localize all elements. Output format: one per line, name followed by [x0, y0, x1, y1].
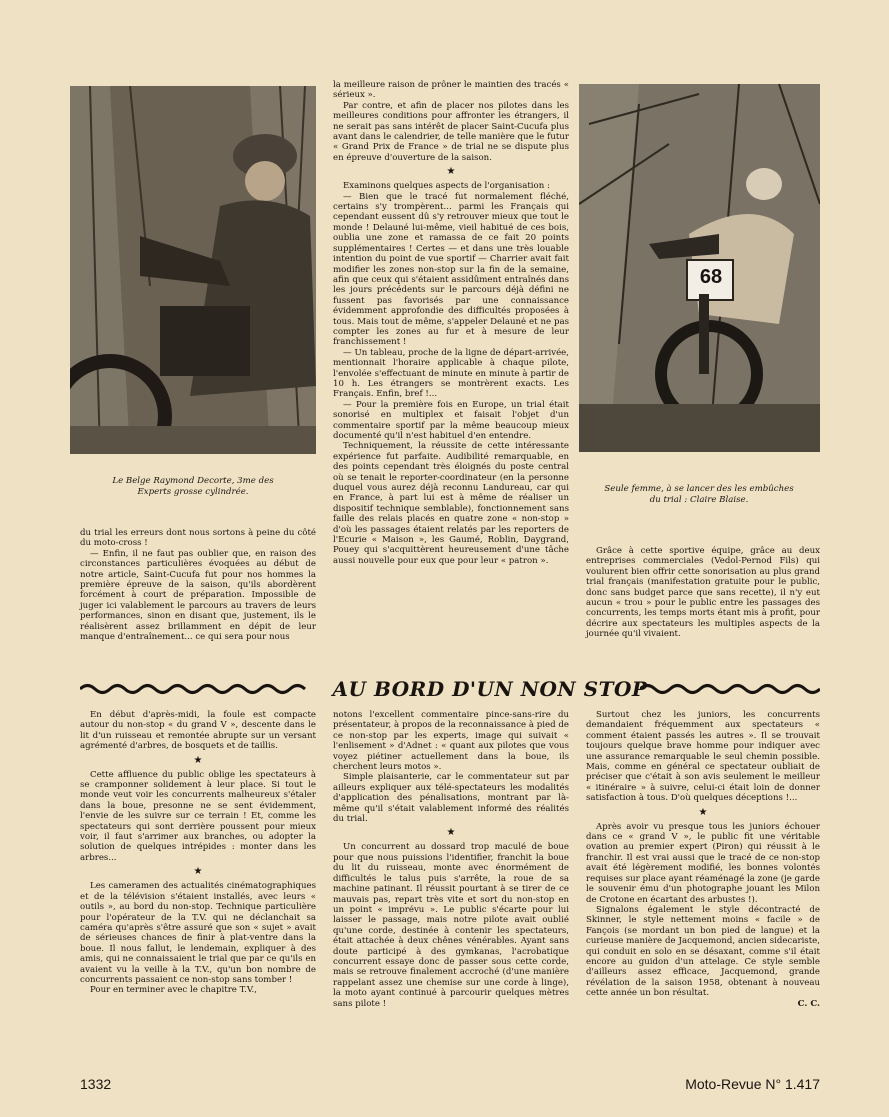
author-signature: C. C. [797, 998, 820, 1009]
photo-claire-blaise [579, 84, 820, 452]
paragraph: du trial les erreurs dont nous sortons à peine du côté du moto-cross ! [80, 528, 316, 549]
bottom-column-3 [586, 710, 820, 1009]
section-headline-row [70, 674, 820, 704]
section-star-icon: ★ [446, 827, 456, 839]
section-star-icon: ★ [193, 754, 203, 766]
top-middle-column [333, 80, 569, 566]
decorative-wave-right [640, 682, 820, 696]
paragraph: Après avoir vu presque tous les juniors échouer dans ce « grand V », le public fit une véritable ovation au premier expert (Piron) qui réussit à le franchir. Il est vrai aussi que le tracé de ce non-stop avait été légèrement modifié, les bonnes volontés requises sur place ayant réaménagé la zone (je garde le souvenir ému d'un photographe jouant les Milon de Crotone en écartant des arbustes !). [586, 821, 820, 905]
paragraph: Par contre, et afin de placer nos pilotes dans les meilleures conditions pour affronter les étrangers, il ne serait pas sans intérêt de placer Saint-Cucufa plus avant dans le calendrier, de telle manière que le futur « Grand Prix de France » de trial ne se dispute plus en épreuve d'ouverture de la saison. [333, 100, 569, 163]
bottom-column-1 [80, 710, 316, 996]
paragraph: — Un tableau, proche de la ligne de départ-arrivée, mentionnait l'horaire applicable à chaque pilote, l'envolée s'effectuant de minute en minute à partir de 10 h. Les étrangers se montrèrent exacts. Les Français. Enfin, bref !... [333, 347, 569, 400]
paragraph: En début d'après-midi, la foule est compacte autour du non-stop « du grand V », descente dans le lit d'un ruisseau et remontée abrupte sur un versant agrémenté d'arbres, de bosquets et de taillis. [80, 710, 316, 752]
section-headline: AU BORD D'UN NON STOP [332, 677, 648, 701]
page-number: 1332 [80, 1076, 112, 1092]
top-left-column [80, 528, 316, 642]
paragraph: — Pour la première fois en Europe, un trial était sonorisé en multiplex et faisait l'objet d'un commentaire sportif par la même beaucoup mieux documenté qu'il n'est habituel d'en entendre. [333, 399, 569, 441]
paragraph: — Enfin, il ne faut pas oublier que, en raison des circonstances particulières évoquées au début de notre article, Saint-Cucufa fut pour nos hommes la première épreuve de la saison, qu'ils abordèrent forcément à court de préparation. Impossible de juger ici valablement le parcours au travers de leurs performances, sinon en disant que, justement, ils le réalisèrent assez brillamment en dépit de leur manque d'entraînement... ce qui sera pour nous [80, 548, 316, 643]
paragraph: Simple plaisanterie, car le commentateur sut par ailleurs expliquer aux télé-spectateurs les modalités d'application des pénalisations, montrant par là-même qu'il s'était valablement informé des réalités du trial. [333, 772, 569, 825]
section-star-icon: ★ [446, 166, 456, 178]
paragraph: Surtout chez les juniors, les concurrents demandaient fréquemment aux spectateurs « comment étaient passés les autres ». Il se trouvait toujours quelque brave homme pour indiquer avec une assurance remarquable le seul chemin possible. Mais, comme en général ce spectateur oubliait de préciser que c'était à son avis seulement le meilleur « itinéraire » à suivre, celui-ci était loin de donner satisfaction à tous. D'où quelques déceptions !... [586, 710, 820, 804]
section-star-icon: ★ [193, 866, 203, 878]
magazine-issue: Moto-Revue N° 1.417 [685, 1076, 820, 1092]
paragraph: Signalons également le style décontracté de Skinner, le style nettement moins « facile » de Fançois (se mordant un bon pied de langue) et la curieuse manière de Jacquemond, ancien sidecariste, qui conduit en solo en se désaxant, comme s'il était encore au guidon d'un attelage. Ce style semble d'ailleurs assez efficace, Jacquemond, grande révélation de la saison 1958, obtenant à nouveau cette année un bon résultat. [586, 904, 820, 999]
left-photo-caption: Le Belge Raymond Decorte, 3me des Experts grosse cylindrée. [112, 476, 274, 497]
paragraph: Techniquement, la réussite de cette intéressante expérience fut parfaite. Audibilité remarquable, en des points cependant très éloignés du poste central où se tenait le reporter-coordinateur (en la personne duquel vous aurez déjà reconnu Landureau, car qui en France, à part lui est à même de réaliser un dispositif technique semblable), fonctionnement sans faille des relais placés en quatre zone « non-stop » d'où les passages étaient relatés par les reporters de l'Ecurie « Maison », les Gaumé, Roblin, Daygrand, Pouey qui s'acquittèrent heureusement d'une tâche aussi nouvelle pour eux que pour leur « patron ». [333, 441, 569, 566]
paragraph: Les cameramen des actualités cinématographiques et de la télévision s'étaient installés, avec leurs « outils », au bord du non-stop. Technique particulière pour l'opérateur de la T.V. qui ne déclanchait sa caméra qu'après s'être assuré que son « sujet » avait de sérieuses chances de finir à plat-ventre dans la boue. Il nous fallut, le lendemain, expliquer à des amis, qui ne connaissaient le trial que par ce qu'ils en avaient vu la veille à la T.V., qu'un bon nombre de concurrents passaient ce non-stop sans tomber ! [80, 881, 316, 985]
bike-number-plate: 68 [699, 266, 723, 288]
section-star-icon: ★ [698, 806, 708, 818]
right-photo-caption: Seule femme, à se lancer des les embûches du trial : Claire Blaise. [604, 484, 794, 505]
bottom-column-2 [333, 710, 569, 1009]
photo-raymond-decorte-image [70, 86, 316, 454]
paragraph: notons l'excellent commentaire pince-sans-rire du présentateur, à propos de la reconnaissance à pied de ce non-stop par les experts, image qui suivait « l'enlisement » d'Adnet : « quant aux pilotes que vous voyez piétiner actuellement dans la boue, ils cherchent leurs motos ». [333, 710, 569, 773]
paragraph: Examinons quelques aspects de l'organisation : [343, 181, 550, 192]
photo-raymond-decorte [70, 86, 316, 454]
paragraph: — Bien que le tracé fut normalement fléché, certains s'y trompèrent... parmi les Français qui cependant eussent dû s'y retrouver mieux que tout le monde ! Delauné lui-même, vieil habitué de ces bois, oublia une zone et ramassa de ce fait 20 points supplémentaires ! Certes — et dans une très louable intention du point de vue sportif — Charrier avait fait modifier les zones non-stop sur la fin de la semaine, afin que ceux qui s'étaient assidûment entraînés dans les jours précédents sur le parcours déjà défini ne fussent pas favorisés par une connaissance évidemment approfondie des difficultés proposées à tous. Mais tout de même, s'appeler Delaunė et ne pas compter les zones au fur et à mesure de leur franchissement ! [333, 191, 569, 348]
paragraph: Cette affluence du public oblige les spectateurs à se cramponner solidement à leur place. Si tout le monde veut voir les concurrents malheureux s'étaler dans la boue, presonne ne se sent évidemment, l'envie de les suivre sur ce terrain ! Et, comme les spectateurs qui sont derrière poussent pour mieux voir, il faut s'arrimer aux branches, ou adopter la solution de quelques intrépides : monter dans les arbres... [80, 769, 316, 863]
paragraph: Un concurrent au dossard trop maculé de boue pour que nous puissions l'identifier, franchit la boue du lit du ruisseau, monte avec énormément de difficultés le talus puis s'arrête, la roue de sa machine patinant. Il réussit pourtant à se tirer de ce mauvais pas, repart très vite et sort du non-stop en un point « imprévu ». Le public s'écarte pour lui laisser le passage, mais notre pilote avait oublié qu'une corde, destinée à contenir les spectateurs, était attachée à deux chênes vénérables. Ayant sans doute participé à des gymkanas, l'acrobatique concurrent essaye donc de passer sous cette corde, mais se retrouve finalement accroché (d'une manière rappelant assez une chemise sur une corde à linge), la moto ayant continué à parcourir quelques mètres sans pilote ! [333, 842, 569, 1009]
top-right-column [586, 546, 820, 640]
paragraph: Grâce à cette sportive équipe, grâce au deux entreprises commerciales (Vedol-Pernod Fils) qui voulurent bien offrir cette sonorisation au plus grand trial français (manifestation gratuite pour le public, donc sans budget parce que sans recette), il n'y eut aucun « trou » pour le public entre les passages des concurrents, les temps morts étant mis à profit, pour décrire aux spectateurs les multiples aspects de la journée qu'il vivaient. [586, 546, 820, 640]
paragraph: Pour en terminer avec le chapitre T.V., [90, 985, 257, 996]
paragraph: la meilleure raison de prôner le maintien des tracés « sérieux ». [333, 80, 569, 101]
decorative-wave-left [80, 682, 310, 696]
